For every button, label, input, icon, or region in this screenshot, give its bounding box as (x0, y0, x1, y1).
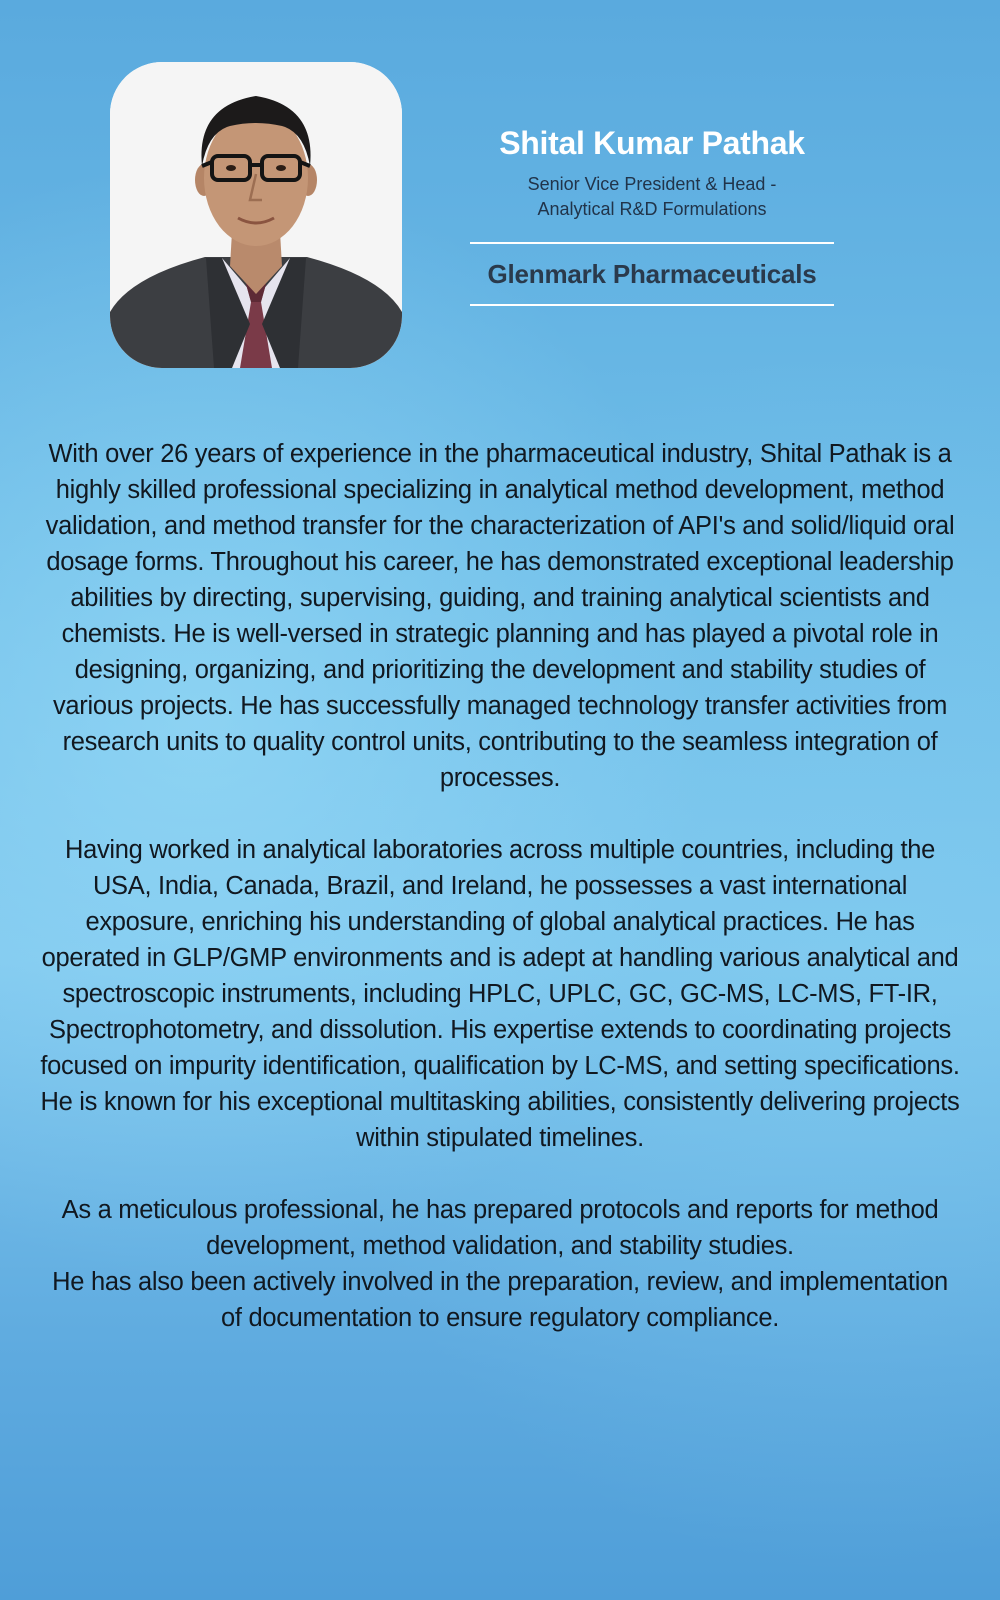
profile-photo (110, 62, 402, 368)
bio-paragraph-3 (40, 1192, 960, 1336)
divider-bottom (470, 304, 834, 306)
bio-paragraph-3-part-2: He has also been actively involved in the preparation, review, and implementation of documentation to ensure regulatory compliance. (52, 1268, 948, 1332)
biography (40, 436, 960, 1372)
company-name: Glenmark Pharmaceuticals (487, 259, 817, 289)
bio-paragraph-1: With over 26 years of experience in the pharmaceutical industry, Shital Pathak is a highly skilled professional specializing in analytical method development, method validation, and method transfer for the characterization of API's and solid/liquid oral dosage forms. Throughout his career, he has demonstrated exceptional leadership abilities by directing, supervising, guiding, and training analytical scientists and chemists. He is well-versed in strategic planning and has played a pivotal role in designing, organizing, and prioritizing the development and stability studies of various projects. He has successfully managed technology transfer activities from research units to quality control units, contributing to the seamless integration of processes. (45, 440, 955, 792)
bio-paragraph-3-part-1: As a meticulous professional, he has prepared protocols and reports for method development, method validation, and stability studies. (61, 1196, 939, 1260)
person-title (470, 172, 834, 222)
profile-photo-image (110, 62, 402, 368)
profile-header (470, 118, 834, 306)
person-name: Shital Kumar Pathak (499, 125, 805, 161)
person-title-line-2: Analytical R&D Formulations (537, 199, 767, 219)
person-title-line-1: Senior Vice President & Head - (527, 174, 777, 194)
bio-paragraph-2: Having worked in analytical laboratories across multiple countries, including the USA, India, Canada, Brazil, and Ireland, he possesses a vast international exposure, enriching his understanding of global analytical practices. He has operated in GLP/GMP environments and is adept at handling various analytical and spectroscopic instruments, including HPLC, UPLC, GC, GC-MS, LC-MS, FT-IR, Spectrophotometry, and dissolution. His expertise extends to coordinating projects focused on impurity identification, qualification by LC-MS, and setting specifications. He is known for his exceptional multitasking abilities, consistently delivering projects within stipulated timelines. (40, 836, 960, 1152)
